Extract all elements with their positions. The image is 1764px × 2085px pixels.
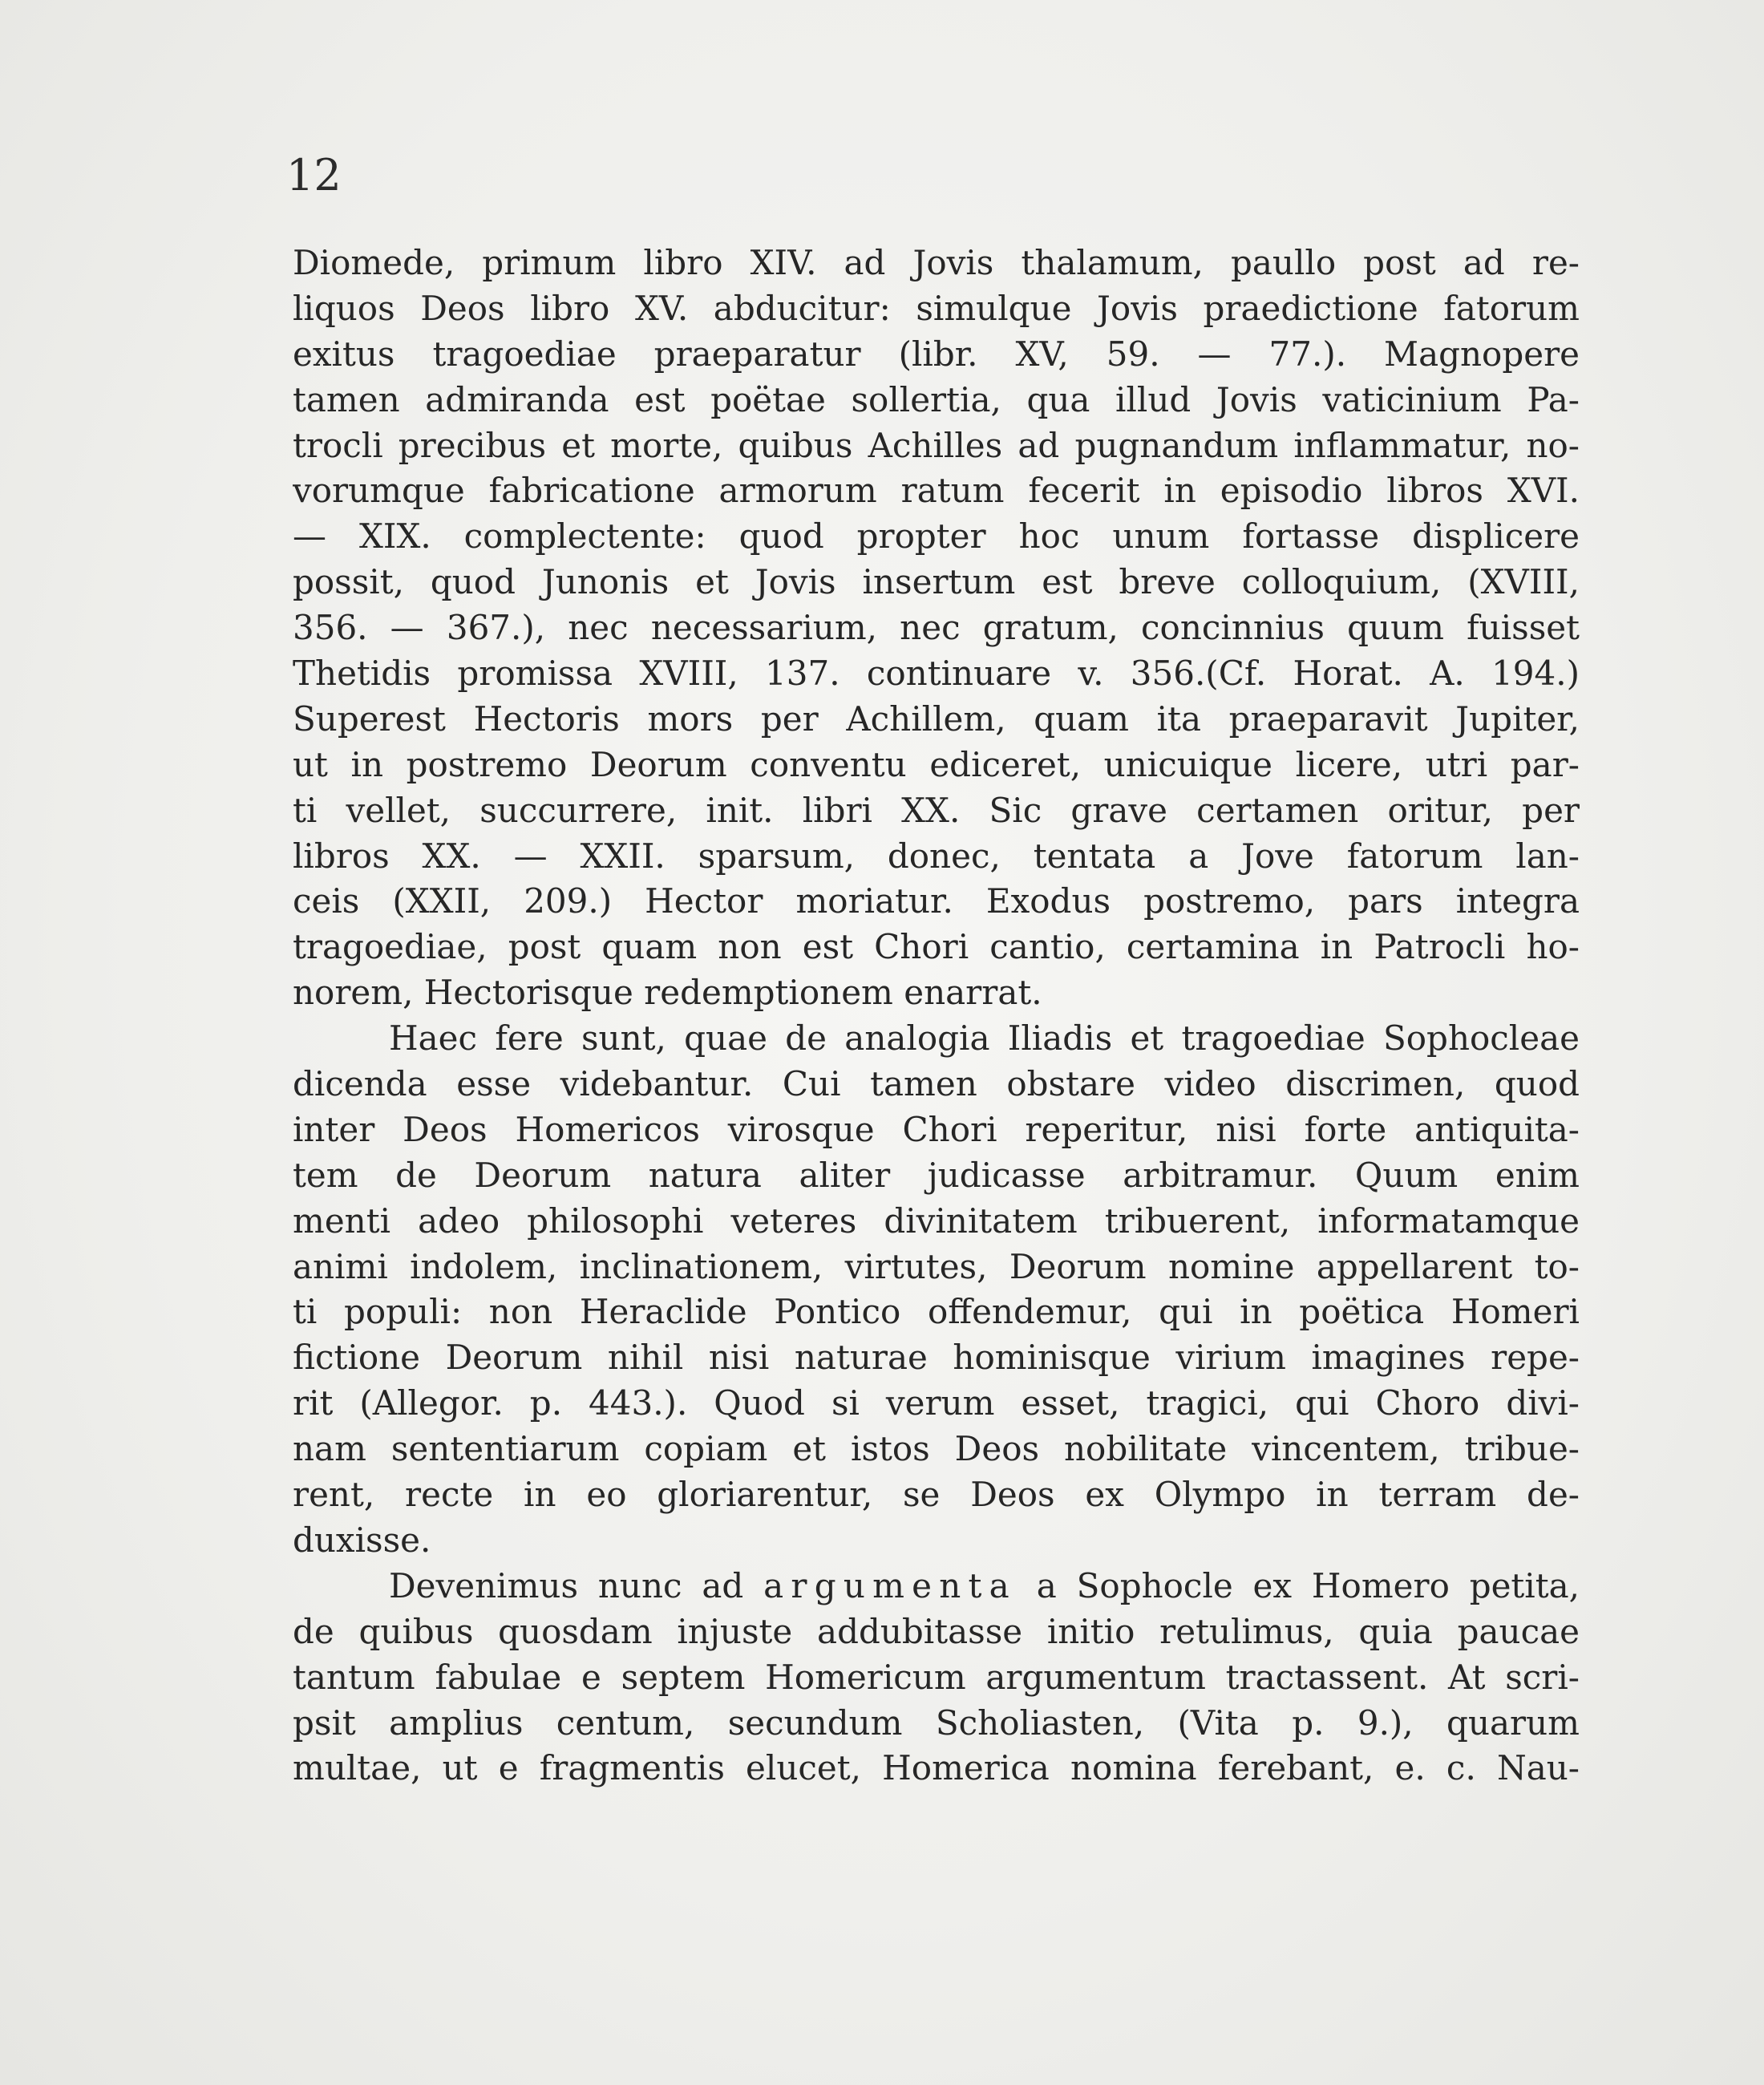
text-line: duxisse. (293, 1520, 431, 1560)
text-segment: Devenimus nunc ad (389, 1565, 744, 1605)
text-line: multae, ut e fragmentis elucet, Homerica nomina ferebant, e. c. Nau- (293, 1748, 1580, 1788)
page-number: 12 (286, 150, 342, 200)
text-line: tem de Deorum natura aliter judicasse arbitramur. Quum enim (293, 1155, 1580, 1195)
text-line: nam sententiarum copiam et istos Deos nobilitate vincentem, tribue- (293, 1429, 1580, 1469)
text-line: exitus tragoediae praeparatur (libr. XV, 59. — 77.). Magnopere (293, 334, 1580, 374)
text-line: rit (Allegor. p. 443.). Quod si verum esset, tragici, qui Choro divi- (293, 1383, 1580, 1423)
paragraph-2 (293, 1016, 1580, 1564)
text-line: tantum fabulae e septem Homericum argumentum tractassent. At scri- (293, 1657, 1580, 1697)
text-line: vorumque fabricatione armorum ratum fecerit in episodio libros XVI. (293, 471, 1580, 511)
text-line: norem, Hectorisque redemptionem enarrat. (293, 973, 1042, 1013)
text-line: inter Deos Homericos virosque Chori reperitur, nisi forte antiquita- (293, 1109, 1580, 1149)
text-line: ti populi: non Heraclide Pontico offendemur, qui in poëtica Homeri (293, 1292, 1580, 1332)
text-line: tamen admiranda est poëtae sollertia, qua illud Jovis vaticinium Pa- (293, 379, 1580, 419)
text-line: ti vellet, succurrere, init. libri XX. Sic grave certamen oritur, per (293, 790, 1580, 830)
text-line: trocli precibus et morte, quibus Achilles ad pugnandum inflammatur, no- (293, 425, 1580, 465)
text-line: dicenda esse videbantur. Cui tamen obstare video discrimen, quod (293, 1064, 1580, 1104)
text-line: 356. — 367.), nec necessarium, nec gratum, concinnius quum fuisset (293, 608, 1580, 648)
text-line: tragoediae, post quam non est Chori cantio, certamina in Patrocli ho- (293, 927, 1580, 967)
text-line-with-spaced-word (293, 1564, 1580, 1609)
text-line: ceis (XXII, 209.) Hector moriatur. Exodus postremo, pars integra (293, 881, 1580, 921)
paragraph-3 (293, 1564, 1580, 1791)
text-line: fictione Deorum nihil nisi naturae hominisque virium imagines repe- (293, 1338, 1580, 1378)
text-line: animi indolem, inclinationem, virtutes, Deorum nomine appellarent to- (293, 1246, 1580, 1286)
text-line: Haec fere sunt, quae de analogia Iliadis et tragoediae Sophocleae (389, 1018, 1580, 1059)
text-line: possit, quod Junonis et Jovis insertum est breve colloquium, (XVIII, (293, 562, 1580, 602)
text-line: psit amplius centum, secundum Scholiasten, (Vita p. 9.), quarum (293, 1702, 1580, 1743)
spaced-emphasis-word: argumenta (763, 1565, 1017, 1605)
text-line: Diomede, primum libro XIV. ad Jovis thalamum, paullo post ad re- (293, 243, 1580, 282)
text-line: menti adeo philosophi veteres divinitatem tribuerent, informatamque (293, 1200, 1580, 1241)
text-line: ut in postremo Deorum conventu ediceret, unicuique licere, utri par- (293, 744, 1580, 784)
text-line: liquos Deos libro XV. abducitur: simulque Jovis praedictione fatorum (293, 288, 1580, 328)
text-line: — XIX. complectente: quod propter hoc unum fortasse displicere (293, 516, 1580, 557)
text-line: rent, recte in eo gloriarentur, se Deos ex Olympo in terram de- (293, 1475, 1580, 1515)
paragraph-1 (293, 241, 1580, 1016)
text-line: Thetidis promissa XVIII, 137. continuare v. 356.(Cf. Horat. A. 194.) (293, 654, 1580, 694)
text-line: Superest Hectoris mors per Achillem, quam ita praeparavit Jupiter, (293, 698, 1580, 739)
text-segment: a Sophocle ex Homero petita, (1036, 1565, 1580, 1605)
body-text (293, 241, 1580, 1791)
text-line: de quibus quosdam injuste addubitasse initio retulimus, quia paucae (293, 1611, 1580, 1651)
text-line: libros XX. — XXII. sparsum, donec, tentata a Jove fatorum lan- (293, 836, 1580, 876)
